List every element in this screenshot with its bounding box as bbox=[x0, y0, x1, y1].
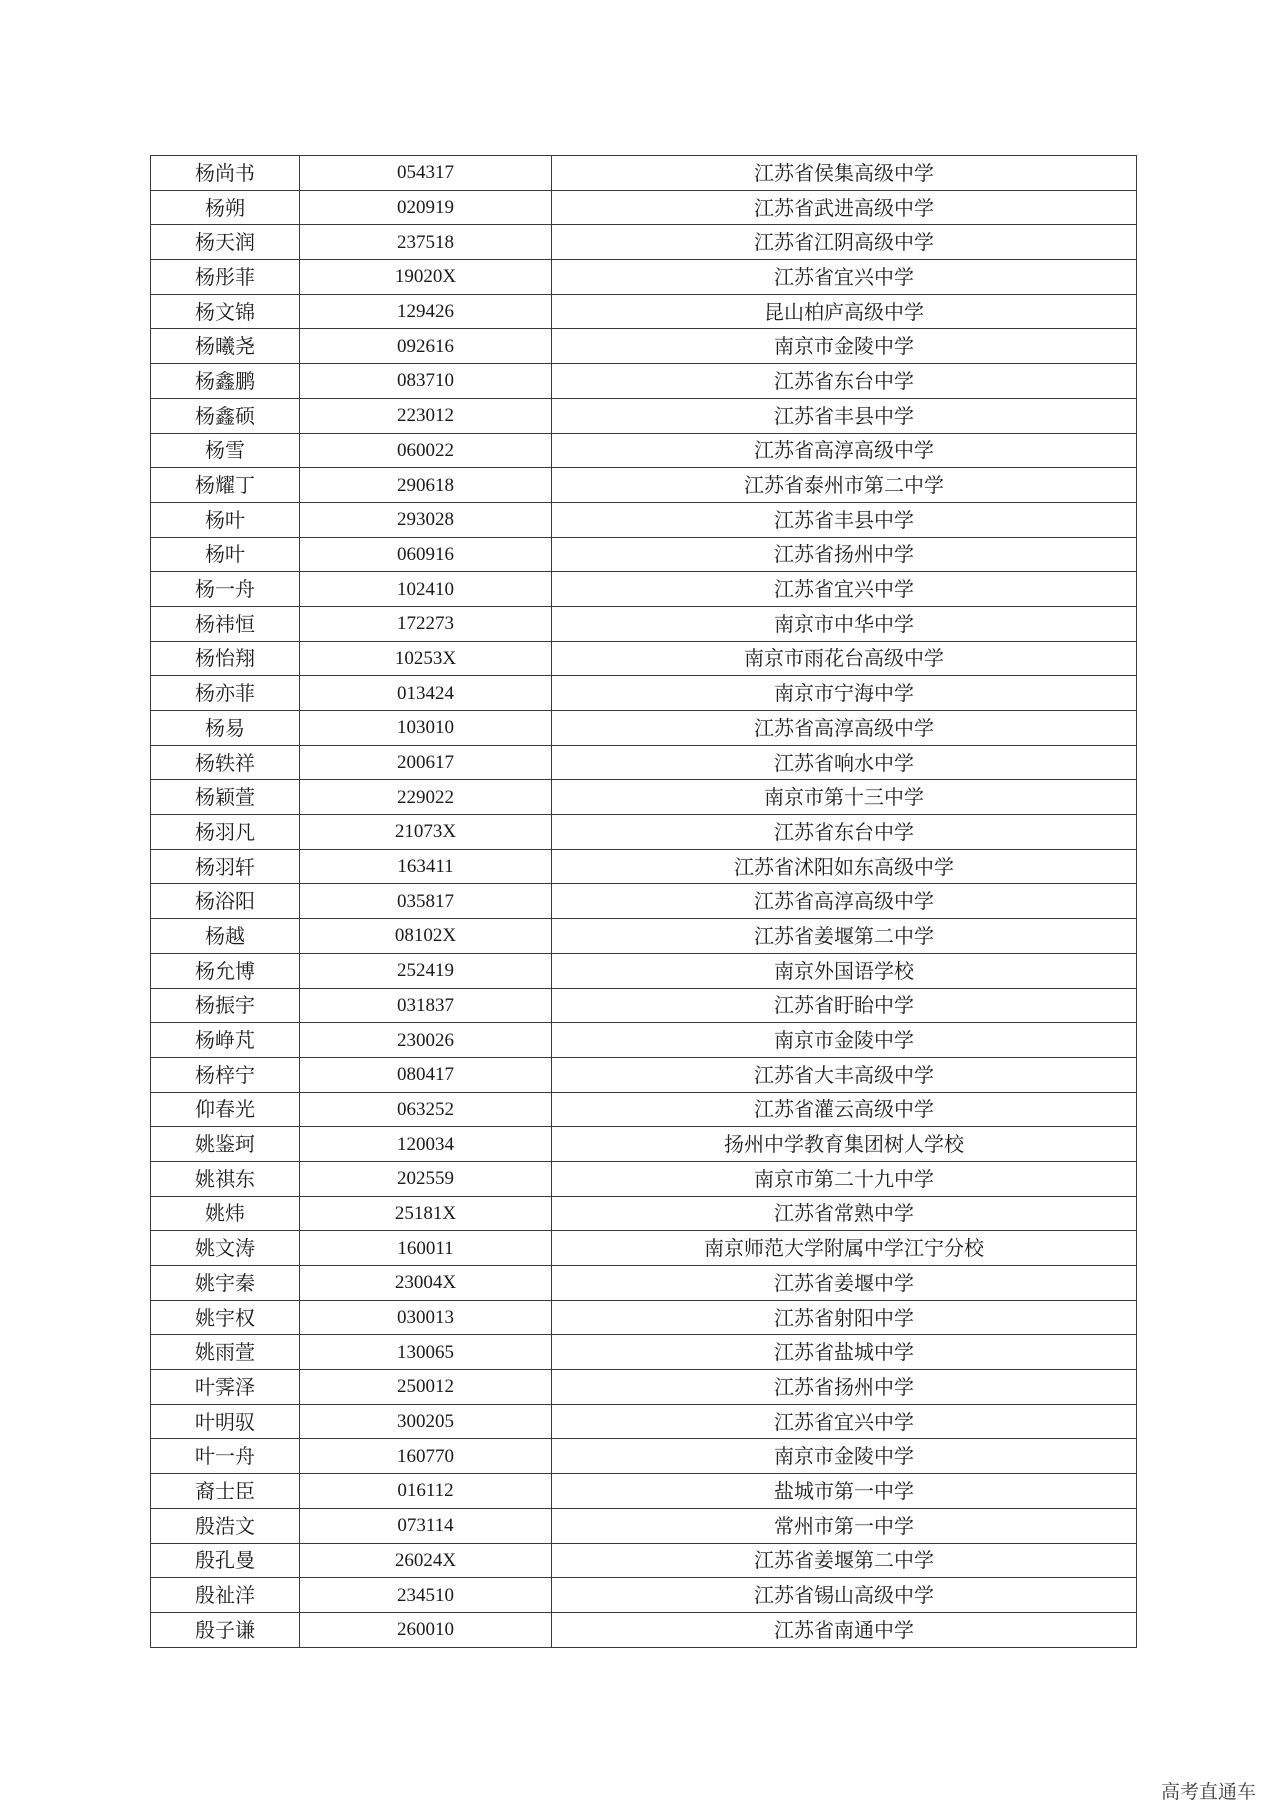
student-id-cell: 073114 bbox=[300, 1508, 552, 1543]
student-name-cell: 姚鉴珂 bbox=[151, 1127, 300, 1162]
school-name-cell: 江苏省盐城中学 bbox=[552, 1335, 1137, 1370]
student-name-cell: 杨允博 bbox=[151, 953, 300, 988]
student-list-body bbox=[151, 156, 1137, 1648]
student-id-cell: 013424 bbox=[300, 676, 552, 711]
school-name-cell: 南京市第二十九中学 bbox=[552, 1161, 1137, 1196]
student-id-cell: 080417 bbox=[300, 1057, 552, 1092]
student-name-cell: 杨鑫硕 bbox=[151, 398, 300, 433]
school-name-cell: 南京外国语学校 bbox=[552, 953, 1137, 988]
student-name-cell: 杨亦菲 bbox=[151, 676, 300, 711]
school-name-cell: 江苏省锡山高级中学 bbox=[552, 1578, 1137, 1613]
student-id-cell: 260010 bbox=[300, 1612, 552, 1647]
school-name-cell: 江苏省高淳高级中学 bbox=[552, 884, 1137, 919]
student-id-cell: 160011 bbox=[300, 1231, 552, 1266]
student-id-cell: 10253X bbox=[300, 641, 552, 676]
watermark-text: 高考直通车 bbox=[1160, 1781, 1256, 1803]
student-name-cell: 殷孔曼 bbox=[151, 1543, 300, 1578]
student-name-cell: 叶一舟 bbox=[151, 1439, 300, 1474]
student-name-cell: 杨轶祥 bbox=[151, 745, 300, 780]
table-row bbox=[151, 1612, 1137, 1647]
table-row bbox=[151, 572, 1137, 607]
student-name-cell: 杨梓宁 bbox=[151, 1057, 300, 1092]
student-name-cell: 裔士臣 bbox=[151, 1474, 300, 1509]
school-name-cell: 南京市金陵中学 bbox=[552, 1439, 1137, 1474]
student-name-cell: 杨鑫鹏 bbox=[151, 364, 300, 399]
student-name-cell: 杨易 bbox=[151, 711, 300, 746]
student-id-cell: 020919 bbox=[300, 190, 552, 225]
school-name-cell: 江苏省侯集高级中学 bbox=[552, 156, 1137, 191]
student-name-cell: 叶霁泽 bbox=[151, 1370, 300, 1405]
student-name-cell: 杨羽凡 bbox=[151, 815, 300, 850]
student-id-cell: 237518 bbox=[300, 225, 552, 260]
student-name-cell: 姚雨萱 bbox=[151, 1335, 300, 1370]
table-row bbox=[151, 1161, 1137, 1196]
school-name-cell: 江苏省宜兴中学 bbox=[552, 260, 1137, 295]
school-name-cell: 南京市第十三中学 bbox=[552, 780, 1137, 815]
student-id-cell: 092616 bbox=[300, 329, 552, 364]
table-row bbox=[151, 225, 1137, 260]
school-name-cell: 南京市宁海中学 bbox=[552, 676, 1137, 711]
table-row bbox=[151, 364, 1137, 399]
school-name-cell: 南京师范大学附属中学江宁分校 bbox=[552, 1231, 1137, 1266]
student-id-cell: 163411 bbox=[300, 849, 552, 884]
table-row bbox=[151, 433, 1137, 468]
school-name-cell: 江苏省南通中学 bbox=[552, 1612, 1137, 1647]
student-name-cell: 仰春光 bbox=[151, 1092, 300, 1127]
student-id-cell: 054317 bbox=[300, 156, 552, 191]
table-row bbox=[151, 398, 1137, 433]
table-row bbox=[151, 156, 1137, 191]
school-name-cell: 南京市雨花台高级中学 bbox=[552, 641, 1137, 676]
table-row bbox=[151, 1092, 1137, 1127]
student-id-cell: 23004X bbox=[300, 1266, 552, 1301]
table-row bbox=[151, 1127, 1137, 1162]
school-name-cell: 江苏省泰州市第二中学 bbox=[552, 468, 1137, 503]
student-id-cell: 252419 bbox=[300, 953, 552, 988]
student-name-cell: 杨浴阳 bbox=[151, 884, 300, 919]
student-name-cell: 杨雪 bbox=[151, 433, 300, 468]
table-row bbox=[151, 1196, 1137, 1231]
student-name-cell: 叶明驭 bbox=[151, 1404, 300, 1439]
student-name-cell: 殷祉洋 bbox=[151, 1578, 300, 1613]
student-name-cell: 姚炜 bbox=[151, 1196, 300, 1231]
student-name-cell: 杨尚书 bbox=[151, 156, 300, 191]
table-row bbox=[151, 502, 1137, 537]
student-id-cell: 200617 bbox=[300, 745, 552, 780]
student-name-cell: 姚文涛 bbox=[151, 1231, 300, 1266]
table-row bbox=[151, 711, 1137, 746]
table-row bbox=[151, 468, 1137, 503]
student-id-cell: 130065 bbox=[300, 1335, 552, 1370]
school-name-cell: 江苏省东台中学 bbox=[552, 364, 1137, 399]
school-name-cell: 江苏省射阳中学 bbox=[552, 1300, 1137, 1335]
table-row bbox=[151, 884, 1137, 919]
student-id-cell: 293028 bbox=[300, 502, 552, 537]
student-list-table bbox=[150, 155, 1137, 1648]
student-id-cell: 230026 bbox=[300, 1023, 552, 1058]
school-name-cell: 江苏省武进高级中学 bbox=[552, 190, 1137, 225]
school-name-cell: 江苏省灌云高级中学 bbox=[552, 1092, 1137, 1127]
student-id-cell: 08102X bbox=[300, 919, 552, 954]
table-row bbox=[151, 1023, 1137, 1058]
student-id-cell: 172273 bbox=[300, 606, 552, 641]
student-id-cell: 160770 bbox=[300, 1439, 552, 1474]
table-row bbox=[151, 1543, 1137, 1578]
student-id-cell: 031837 bbox=[300, 988, 552, 1023]
table-row bbox=[151, 1335, 1137, 1370]
student-id-cell: 035817 bbox=[300, 884, 552, 919]
student-id-cell: 030013 bbox=[300, 1300, 552, 1335]
table-row bbox=[151, 641, 1137, 676]
student-name-cell: 杨一舟 bbox=[151, 572, 300, 607]
school-name-cell: 江苏省高淳高级中学 bbox=[552, 711, 1137, 746]
school-name-cell: 江苏省常熟中学 bbox=[552, 1196, 1137, 1231]
student-name-cell: 殷子谦 bbox=[151, 1612, 300, 1647]
school-name-cell: 江苏省江阴高级中学 bbox=[552, 225, 1137, 260]
student-name-cell: 杨振宇 bbox=[151, 988, 300, 1023]
school-name-cell: 江苏省姜堰第二中学 bbox=[552, 919, 1137, 954]
student-id-cell: 102410 bbox=[300, 572, 552, 607]
table-row bbox=[151, 294, 1137, 329]
student-name-cell: 杨颖萱 bbox=[151, 780, 300, 815]
student-id-cell: 300205 bbox=[300, 1404, 552, 1439]
student-name-cell: 杨文锦 bbox=[151, 294, 300, 329]
school-name-cell: 江苏省东台中学 bbox=[552, 815, 1137, 850]
table-row bbox=[151, 919, 1137, 954]
student-name-cell: 姚宇秦 bbox=[151, 1266, 300, 1301]
student-name-cell: 杨峥芃 bbox=[151, 1023, 300, 1058]
student-id-cell: 26024X bbox=[300, 1543, 552, 1578]
student-name-cell: 殷浩文 bbox=[151, 1508, 300, 1543]
table-row bbox=[151, 1439, 1137, 1474]
school-name-cell: 江苏省宜兴中学 bbox=[552, 1404, 1137, 1439]
table-row bbox=[151, 1578, 1137, 1613]
student-name-cell: 杨叶 bbox=[151, 502, 300, 537]
school-name-cell: 江苏省扬州中学 bbox=[552, 1370, 1137, 1405]
table-row bbox=[151, 953, 1137, 988]
student-id-cell: 250012 bbox=[300, 1370, 552, 1405]
student-id-cell: 21073X bbox=[300, 815, 552, 850]
table-row bbox=[151, 849, 1137, 884]
table-row bbox=[151, 1404, 1137, 1439]
student-name-cell: 杨怡翔 bbox=[151, 641, 300, 676]
table-row bbox=[151, 745, 1137, 780]
school-name-cell: 江苏省大丰高级中学 bbox=[552, 1057, 1137, 1092]
table-row bbox=[151, 1474, 1137, 1509]
student-id-cell: 083710 bbox=[300, 364, 552, 399]
school-name-cell: 江苏省扬州中学 bbox=[552, 537, 1137, 572]
table-row bbox=[151, 329, 1137, 364]
student-name-cell: 杨羽轩 bbox=[151, 849, 300, 884]
student-id-cell: 234510 bbox=[300, 1578, 552, 1613]
student-name-cell: 杨曦尧 bbox=[151, 329, 300, 364]
student-id-cell: 063252 bbox=[300, 1092, 552, 1127]
student-name-cell: 杨天润 bbox=[151, 225, 300, 260]
table-row bbox=[151, 1231, 1137, 1266]
table-row bbox=[151, 1508, 1137, 1543]
school-name-cell: 南京市金陵中学 bbox=[552, 1023, 1137, 1058]
student-id-cell: 223012 bbox=[300, 398, 552, 433]
table-row bbox=[151, 1266, 1137, 1301]
student-id-cell: 120034 bbox=[300, 1127, 552, 1162]
school-name-cell: 江苏省姜堰中学 bbox=[552, 1266, 1137, 1301]
student-id-cell: 129426 bbox=[300, 294, 552, 329]
student-id-cell: 25181X bbox=[300, 1196, 552, 1231]
student-name-cell: 杨耀丁 bbox=[151, 468, 300, 503]
school-name-cell: 南京市中华中学 bbox=[552, 606, 1137, 641]
table-row bbox=[151, 190, 1137, 225]
student-id-cell: 19020X bbox=[300, 260, 552, 295]
student-id-cell: 060916 bbox=[300, 537, 552, 572]
student-id-cell: 229022 bbox=[300, 780, 552, 815]
student-id-cell: 290618 bbox=[300, 468, 552, 503]
school-name-cell: 昆山柏庐高级中学 bbox=[552, 294, 1137, 329]
table-row bbox=[151, 988, 1137, 1023]
student-id-cell: 016112 bbox=[300, 1474, 552, 1509]
school-name-cell: 江苏省姜堰第二中学 bbox=[552, 1543, 1137, 1578]
school-name-cell: 盐城市第一中学 bbox=[552, 1474, 1137, 1509]
table-row bbox=[151, 1370, 1137, 1405]
table-row bbox=[151, 260, 1137, 295]
student-name-cell: 杨彤菲 bbox=[151, 260, 300, 295]
school-name-cell: 江苏省响水中学 bbox=[552, 745, 1137, 780]
school-name-cell: 南京市金陵中学 bbox=[552, 329, 1137, 364]
table-row bbox=[151, 537, 1137, 572]
school-name-cell: 江苏省沭阳如东高级中学 bbox=[552, 849, 1137, 884]
school-name-cell: 江苏省宜兴中学 bbox=[552, 572, 1137, 607]
student-id-cell: 103010 bbox=[300, 711, 552, 746]
student-name-cell: 杨叶 bbox=[151, 537, 300, 572]
table-row bbox=[151, 1300, 1137, 1335]
school-name-cell: 江苏省丰县中学 bbox=[552, 502, 1137, 537]
table-row bbox=[151, 676, 1137, 711]
student-id-cell: 202559 bbox=[300, 1161, 552, 1196]
table-row bbox=[151, 606, 1137, 641]
school-name-cell: 扬州中学教育集团树人学校 bbox=[552, 1127, 1137, 1162]
student-name-cell: 姚祺东 bbox=[151, 1161, 300, 1196]
table-row bbox=[151, 780, 1137, 815]
student-name-cell: 杨祎恒 bbox=[151, 606, 300, 641]
school-name-cell: 常州市第一中学 bbox=[552, 1508, 1137, 1543]
table-row bbox=[151, 815, 1137, 850]
student-name-cell: 杨越 bbox=[151, 919, 300, 954]
school-name-cell: 江苏省丰县中学 bbox=[552, 398, 1137, 433]
student-id-cell: 060022 bbox=[300, 433, 552, 468]
school-name-cell: 江苏省盱眙中学 bbox=[552, 988, 1137, 1023]
school-name-cell: 江苏省高淳高级中学 bbox=[552, 433, 1137, 468]
student-name-cell: 杨朔 bbox=[151, 190, 300, 225]
table-row bbox=[151, 1057, 1137, 1092]
student-name-cell: 姚宇权 bbox=[151, 1300, 300, 1335]
